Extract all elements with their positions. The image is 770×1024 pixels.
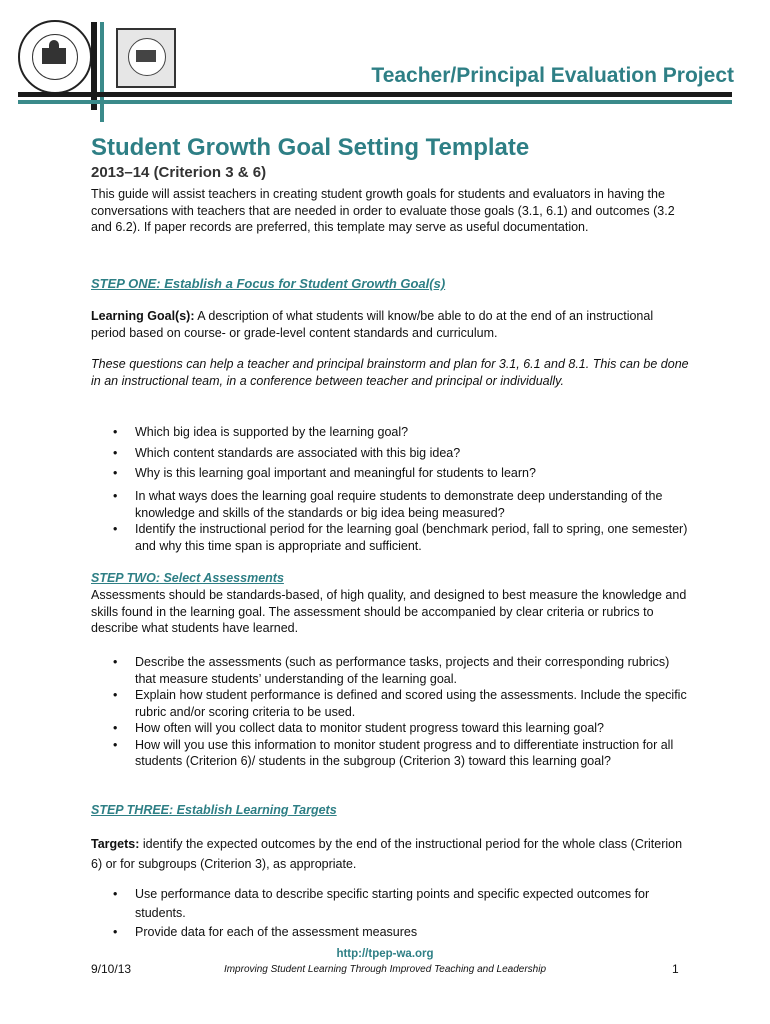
learning-goal-paragraph	[91, 308, 691, 341]
list-item: • Identify the instructional period for the learning goal (benchmark period, fall to spring, one semester) and why this time span is appropriate and sufficient.	[113, 521, 693, 554]
step-one-questions-list	[113, 424, 693, 482]
document-title: Student Growth Goal Setting Template	[91, 134, 530, 161]
step-two-paragraph: Assessments should be standards-based, of high quality, and designed to best measure the knowledge and skills found in the learning goal. The assessment should be accompanied by clear criteria or rubrics to describe what students have learned.	[91, 588, 687, 635]
step-two-list	[113, 654, 693, 770]
list-item: • Provide data for each of the assessment measures	[113, 923, 693, 942]
step-one-heading: STEP ONE: Establish a Focus for Student Growth Goal(s)	[91, 276, 446, 291]
association-logo	[116, 28, 176, 88]
document-subtitle: 2013–14 (Criterion 3 & 6)	[91, 164, 267, 181]
targets-paragraph	[91, 834, 691, 874]
list-item: • Why is this learning goal important and meaningful for students to learn?	[113, 465, 693, 482]
targets-label: Targets:	[91, 837, 140, 851]
page-number: 1	[672, 962, 679, 976]
header-vertical-rule-teal	[100, 22, 104, 122]
state-seal-logo	[18, 20, 92, 94]
list-item: • Use performance data to describe specific starting points and specific expected outcomes for students.	[113, 885, 693, 923]
intro-paragraph: This guide will assist teachers in creating student growth goals for students and evaluators in having the conversations with teachers that are needed in order to evaluate those goals (3.1, 6.1) and outcomes (3.2 and 6.2). If paper records are preferred, this template may serve as useful documentation.	[91, 187, 675, 234]
list-item: • How will you use this information to monitor student progress and to differentiate instruction for all students (Criterion 6)/ students in the subgroup (Criterion 3) toward this learning goal?	[113, 737, 693, 770]
list-item: • Explain how student performance is defined and scored using the assessments. Include the specific rubric and/or scoring criteria to be used.	[113, 687, 693, 720]
list-item: • In what ways does the learning goal require students to demonstrate deep understanding of the knowledge and skills of the standards or big idea being measured?	[113, 488, 693, 521]
list-item: • How often will you collect data to monitor student progress toward this learning goal?	[113, 720, 693, 737]
step-one-questions-list-2	[113, 488, 693, 554]
step-three-heading: STEP THREE: Establish Learning Targets	[91, 803, 337, 817]
footer-tagline: Improving Student Learning Through Improved Teaching and Leadership	[223, 964, 547, 975]
list-item: • Which content standards are associated with this big idea?	[113, 445, 693, 462]
targets-text: identify the expected outcomes by the end of the instructional period for the whole class (Criterion 6) or for subgroups (Criterion 3), as appropriate.	[91, 837, 683, 871]
step-three-list	[113, 885, 693, 942]
learning-goal-label: Learning Goal(s):	[91, 309, 195, 323]
questions-intro: These questions can help a teacher and principal brainstorm and plan for 3.1, 6.1 and 8.1. This can be done in an instructional team, in a conference between teacher and principal or individually.	[91, 357, 689, 388]
list-item: • Which big idea is supported by the learning goal?	[113, 424, 693, 441]
learning-goal-text: A description of what students will know/be able to do at the end of an instructional period based on course- or grade-level content standards and curriculum.	[91, 309, 654, 340]
footer-website-link[interactable]: http://tpep-wa.org	[336, 948, 434, 960]
list-item: • Describe the assessments (such as performance tasks, projects and their corresponding rubrics) that measure students’ understanding of the learning goal.	[113, 654, 693, 687]
footer-date: 9/10/13	[91, 962, 132, 976]
step-two-heading: STEP TWO: Select Assessments	[91, 571, 284, 585]
project-title: Teacher/Principal Evaluation Project	[371, 64, 734, 87]
header-rule-teal	[18, 100, 732, 104]
header-rule-dark	[18, 92, 732, 97]
